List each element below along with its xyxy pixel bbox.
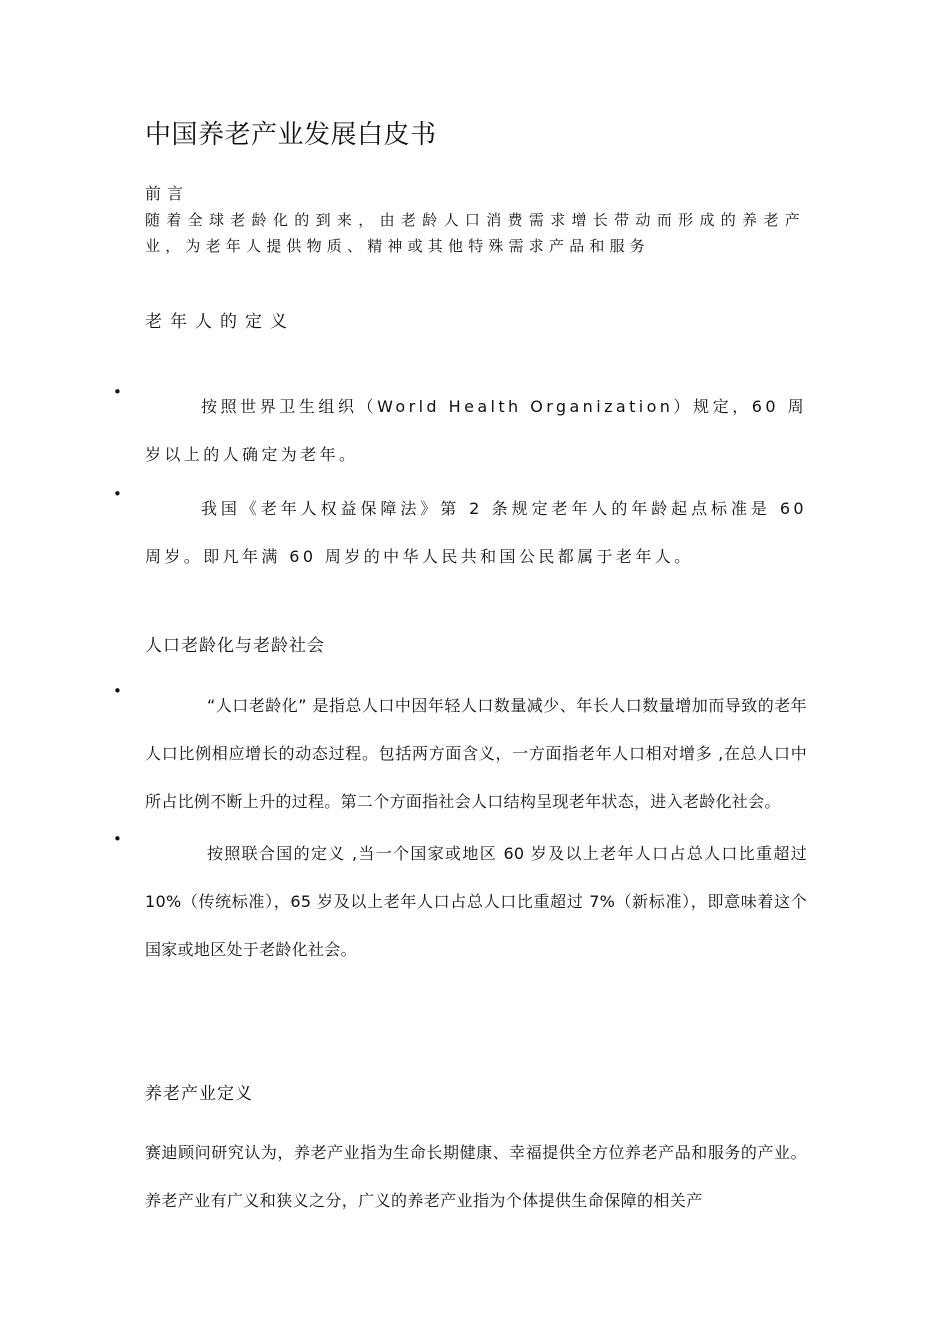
list-item <box>113 682 807 826</box>
elderly-definition-list <box>113 383 807 581</box>
list-item <box>113 383 807 479</box>
bullet-icon: • <box>113 682 122 700</box>
section-heading-population-aging: 人口老龄化与老龄社会 <box>145 636 325 656</box>
list-item <box>113 830 807 974</box>
list-item <box>113 485 807 581</box>
preface-heading: 前言 <box>145 184 190 203</box>
population-aging-list <box>113 682 807 974</box>
document-title: 中国养老产业发展白皮书 <box>145 120 437 150</box>
bullet-icon: • <box>113 485 122 503</box>
industry-definition-text: 赛迪顾问研究认为，养老产业指为生命长期健康、幸福提供全方位养老产品和服务的产业。养老产业有广义和狭义之分，广义的养老产业指为个体提供生命保障的相关产 <box>145 1143 807 1210</box>
list-item-text: 按照联合国的定义 ,当一个国家或地区 60 岁及以上老年人口占总人口比重超过 10%（传统标准），65 岁及以上老年人口占总人口比重超过 7%（新标准），即意味着这个国家或地区处于老龄化社会。 <box>145 844 807 959</box>
list-item-text: “人口老龄化” 是指总人口中因年轻人口数量减少、年长人口数量增加而导致的老年人口比例相应增长的动态过程。包括两方面含义，一方面指老年人口相对增多 ,在总人口中所占比例不断上升的过程。第二个方面指社会人口结构呈现老年状态，进入老龄化社会。 <box>145 696 807 811</box>
preface-body: 随着全球老龄化的到来，由老龄人口消费需求增长带动而形成的养老产业，为老年人提供物质、精神或其他特殊需求产品和服务 <box>145 211 805 255</box>
section-heading-industry-definition: 养老产业定义 <box>145 1084 253 1104</box>
bullet-icon: • <box>113 830 122 848</box>
section-heading-elderly-definition: 老年人的定义 <box>145 312 295 332</box>
bullet-icon: • <box>113 383 122 401</box>
list-item-text: 我国《老年人权益保障法》第 2 条规定老年人的年龄起点标准是 60 周岁。即凡年满 60 周岁的中华人民共和国公民都属于老年人。 <box>145 499 807 566</box>
list-item-text: 按照世界卫生组织（World Health Organization）规定，60 周岁以上的人确定为老年。 <box>145 397 807 464</box>
